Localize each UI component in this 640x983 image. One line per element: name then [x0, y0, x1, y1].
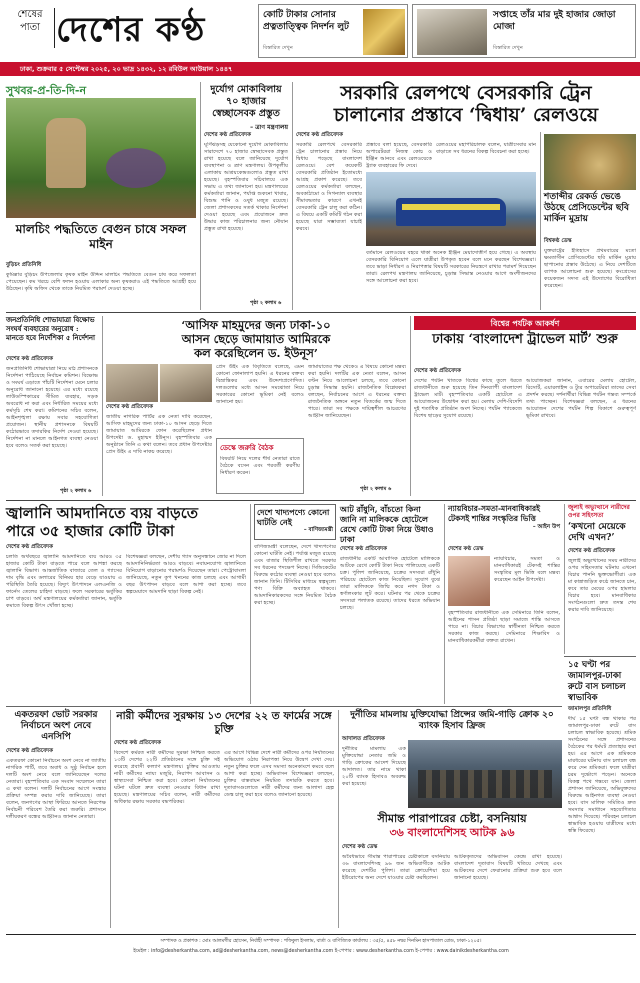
imprint-line-1: সম্পাদক ও প্রকাশক : মোঃ আলমগীর হোসেন, নির্বাহী সম্পাদক : শফিকুল ইসলাম, বার্তা ও বাণিজ্যিক কার্যালয় : ৩৫/৫, ৪৫৮ নম্বর দিনমিন হাসপাতাল রোড, ঢাকা-১২০৫।: [160, 939, 482, 944]
inset-box: ডেস্কে জরুরি বৈঠক বিষয়টি নিয়ে দলের শীর্ষ নেতারা রাতে বৈঠকে বসেন এবং পরবর্তী করণীয় নির্ধারণ করেন।: [216, 438, 304, 494]
corruption-body: দুর্নীতির মামলায় এক মুক্তিযোদ্ধা নেতার জমি ও গাড়ি ক্রোকের আদেশ দিয়েছে আদালত। তার নামে থাকা ২০টি ব্যাংক হিসাবও অবরুদ্ধ করা হয়েছে।: [342, 746, 406, 787]
train-photo: [366, 172, 536, 246]
tourism-body-col-2: আয়োজকরা জানান, এবারের মেলায় হোটেল, রিসোর্ট, এয়ারলাইন্স ও ট্যুর অপারেটররা তাদের সেবা প্রদর্শন করছে। দর্শনার্থীরা বিভিন্ন পর্যটন গন্তব্য সম্পর্কে তথ্য পাচ্ছেন। বিশেষজ্ঞরা বলছেন, এ ধরনের আয়োজন দেশের পর্যটন শিল্প বিকাশে গুরুত্বপূর্ণ ভূমিকা রাখবে।: [526, 378, 636, 419]
energy-byline: দেশের কণ্ঠ প্রতিবেদক: [6, 544, 53, 550]
disaster-source: – ত্রাণ মন্ত্রণালয়: [250, 124, 288, 131]
teaser-socks-link[interactable]: বিস্তারিত দেখুন: [493, 45, 523, 51]
women-workers-byline: দেশের কণ্ঠ প্রতিবেদক: [114, 740, 161, 746]
justice-headline: ন্যায়বিচার-সমতা-মানবাধিকারই টেকসই শান্তির সংস্কৃতির ভিত্তি: [448, 504, 541, 523]
tourism-body-col-1: দেশের পর্যটন খাতকে বিশ্বের কাছে তুলে ধরতে রাজধানীতে শুরু হয়েছে তিন দিনব্যাপী বাংলাদেশ ট্রাভেল মার্ট। বৃহস্পতিবার একটি হোটেলে এ আয়োজনের উদ্বোধন করা হয়। মেলায় দেশি-বিদেশি দুই শতাধিক প্রতিষ্ঠান অংশ নিচ্ছে। পর্যটন প্যাকেজে বিশেষ ছাড়ের সুযোগ রয়েছে।: [414, 378, 522, 419]
corruption-headline[interactable]: দুর্নীতির মামলায় মুক্তিযোদ্ধা প্রিন্সের জমি-গাড়ি ক্রোক ২০ ব্যাংক হিসাব ফ্রিজ: [350, 710, 554, 731]
quote-headline-line-3[interactable]: কল করেছিলেন ড. ইউনূস’: [194, 346, 318, 360]
disaster-continued[interactable]: পৃষ্ঠা ২ কলাম ৬: [250, 300, 282, 306]
quote-body-col-1: জাতীয় নাগরিক পার্টির এক নেতা দাবি করেছেন, আসিফ মাহমুদের জন্য ঢাকা-১০ আসন ছেড়ে দিতে জামায়াত আমিরকে ফোন করেছিলেন প্রধান উপদেষ্টা ড. মুহাম্মদ ইউনূস। বৃহস্পতিবার এক অনুষ্ঠানে তিনি এ কথা বলেন। তবে প্রধান উপদেষ্টার প্রেস উইং এ দাবি নাকচ করেছে।: [106, 414, 212, 455]
quote-body-col-3: জামায়াতের পক্ষ থেকেও এ বিষয়ে কোনো মন্তব্য করা হয়নি। দলটির এক নেতা বলেন, আসন বণ্টন নিয়ে আলোচনা চলছে, তবে কোনো চূড়ান্ত সিদ্ধান্ত হয়নি। রাজনৈতিক বিশ্লেষকরা বলছেন, নির্বাচনের আগে এ ধরনের বক্তব্য রাজনৈতিক অঙ্গনে নতুন বিতর্কের জন্ম দিতে পারে। তারা সব পক্ষকে দায়িত্বশীল আচরণের আহ্বান জানিয়েছেন।: [308, 364, 406, 419]
disaster-headline[interactable]: দুর্যোগ মোকাবিলায় ৭০ হাজার স্বেচ্ছাসেবক প্রস্তুত: [210, 84, 282, 119]
border-byline: দেশের কণ্ঠ ডেস্ক: [342, 844, 378, 850]
justice-body-col-1: ন্যায়বিচার, সমতা ও মানবাধিকারই টেকসই শান্তির সংস্কৃতির মূল ভিত্তি বলে মন্তব্য করেছেন আইন উপদেষ্টা।: [494, 556, 560, 583]
justice-source: – আইন উপ: [532, 524, 560, 530]
teaser-socks-title: সপ্তাহে তাঁর মার দুই হাজার জোড়া মোজা: [493, 10, 616, 32]
rally-body: জনপ্রতিনিধি শোভাযাত্রা নিয়ে মাঠ প্রশাসনকে নির্দেশনা পাঠিয়েছে নির্বাচন কমিশন। বিক্ষোভ ও সংঘর্ষ এড়াতে পাঁচটি নির্দেশনা মেনে চলার অনুরোধ জানানো হয়েছে। এর মধ্যে রয়েছে লাউডস্পিকারের সীমিত ব্যবহার, সড়ক অবরোধ না করা এবং নির্ধারিত সময়ের মধ্যে কর্মসূচি শেষ করা। কমিশনের সচিব বলেন, আইনশৃঙ্খলা রক্ষায় সবার সহযোগিতা প্রয়োজন। স্থানীয় প্রশাসনকে বিষয়টি কঠোরভাবে তদারকির নির্দেশ দেওয়া হয়েছে। নির্দেশনা না মানলে আইনগত ব্যবস্থা নেওয়া হবে বলেও সতর্ক করা হয়েছে।: [6, 366, 98, 449]
corruption-byline: আদালত প্রতিবেদক: [342, 736, 385, 742]
law-adviser-photo: [448, 556, 490, 606]
women-violence-body: জুলাই অভ্যুত্থানের সময় নারীদের ওপর সহিংসতার ঘটনায় এখনো বিচার পাননি ভুক্তভোগীরা। এক মা কান্নাজড়িত কণ্ঠে জানতে চান, কবে তার মেয়ের ওপর হামলার বিচার হবে। মানবাধিকার সংগঠনগুলো দ্রুত তদন্ত শেষ করার দাবি জানিয়েছে।: [568, 558, 636, 613]
women-violence-headline[interactable]: ‘কখনো মেয়েকে দেখি এখন?’: [568, 522, 626, 543]
hotel-headline: আট রাঁধুনি, বাঁচতো কিনা জানি না মালিককে হোটেলে রেখে কোটি টাকা নিয়ে উধাও ঢাকা: [340, 504, 434, 544]
election-body: একতরফা কোনো নির্বাচনে অংশ নেবে না জাতীয় নাগরিক পার্টি, তবে অবাধ ও সুষ্ঠু নির্বাচন হলে দলটি অংশ নেবে বলে জানিয়েছেন দলের নেতারা। বৃহস্পতিবার এক সংবাদ সম্মেলনে তারা এ কথা বলেন। দলটি নির্বাচনের আগে সংস্কার প্রক্রিয়া সম্পন্ন করার দাবি জানিয়েছে। তারা বলেন, জনগণের আস্থা ফিরিয়ে আনতে নিরপেক্ষ নির্বাচনী পরিবেশ তৈরি করা জরুরি। প্রশাসনে দলীয়করণ বন্ধের আহ্বানও জানান নেতারা।: [6, 758, 106, 820]
dollar-body: যুক্তরাষ্ট্রের ইতিহাসে প্রথমবারের মতো ক্ষমতাসীন প্রেসিডেন্টের ছবি মার্কিন মুদ্রায় ছাপানোর প্রস্তাব উঠেছে। এ নিয়ে দেশটিতে ব্যাপক আলোচনা শুরু হয়েছে। কংগ্রেসের কয়েকজন সদস্য এই উদ্যোগের বিরোধিতা করেছেন।: [544, 248, 636, 289]
quote-headline-line-2[interactable]: আসন ছেড়ে জামায়াত আমিরকে: [181, 332, 331, 346]
border-headline-line-2[interactable]: ৩৬ বাংলাদেশিসহ আটক ৯৬: [389, 826, 515, 839]
lead-body-col-3: রেলওয়ের মহাপরিচালক বলেন, যাত্রীসেবার মান বাড়াতে সব ধরনের বিকল্প বিবেচনা করা হচ্ছে।: [436, 142, 536, 155]
rally-guideline-headline[interactable]: জনপ্রতিনিধি শোভাযাত্রা বিক্ষোভ সংঘর্ষ ব্যবহারের অনুরোধ : মানতে হবে নির্দেশিকা ৫ নির্দেশনা: [6, 316, 95, 342]
lead-body-lower: বর্তমানে রেলওয়ের বহরে থাকা অনেক ইঞ্জিন মেয়াদোত্তীর্ণ হয়ে গেছে। এ অবস্থায় বেসরকারি বিনিয়োগ এলে যাত্রীরা উপকৃত হবেন বলে মনে করছেন বিশেষজ্ঞরা। তবে ভাড়া নির্ধারণ ও নিরাপত্তার বিষয়টি সরকারের নিয়ন্ত্রণে রাখার পরামর্শ দিয়েছেন তারা। রেলপথ মন্ত্রণালয় জানিয়েছে, চূড়ান্ত সিদ্ধান্ত নেওয়ার আগে অংশীজনদের সঙ্গে আলোচনা করা হবে।: [366, 250, 536, 284]
tourism-banner: বিশ্বের পর্যটক আকর্ষণ: [414, 316, 636, 330]
teaser-box-socks[interactable]: [412, 4, 636, 58]
energy-headline-line-1[interactable]: জ্বালানি আমদানিতে ব্যয় বাড়তে: [6, 504, 199, 522]
gold-artifact-photo: [363, 9, 405, 55]
feature-byline: বুড়িচং প্রতিনিধি: [6, 262, 42, 268]
lead-body-col-1: সরকারি রেলপথে বেসরকারি ট্রেন চালানোর প্রস্তাব নিয়ে দ্বিধায় পড়েছে বাংলাদেশ রেলওয়ে। বেশ কয়েকটি বেসরকারি প্রতিষ্ঠান ইতোমধ্যে আগ্রহ প্রকাশ করেছে। তবে রেলওয়ের কর্মকর্তারা বলছেন, অবকাঠামো ও সিগন্যাল ব্যবস্থার সীমাবদ্ধতার কারণে এখনই বেসরকারি ট্রেন চালু করা কঠিন। এ বিষয়ে একটি কমিটি গঠন করা হয়েছে যারা সম্ভাব্যতা যাচাই করবে।: [296, 142, 362, 232]
socks-shop-photo: [417, 9, 487, 55]
election-headline[interactable]: একতরফা ভোট সরকার নির্বাচনে অংশ নেবে এনসিপি: [14, 710, 98, 742]
border-headline-line-1[interactable]: সীমান্ত পারাপারের চেষ্টা, বসনিয়ায়: [377, 812, 527, 825]
justice-byline: দেশের কণ্ঠ ডেস্ক: [448, 546, 484, 552]
dollar-byline: বিশ্বকণ্ঠ ডেস্ক: [544, 238, 572, 244]
justice-headline-box[interactable]: [448, 504, 560, 544]
feature-banner: সুখবর-প্র-তি-দি-ন: [6, 84, 87, 97]
disaster-body: ঘূর্ণিঝড়সহ যেকোনো দুর্যোগ মোকাবিলায় সারাদেশে ৭০ হাজার স্বেচ্ছাসেবক প্রস্তুত রাখা হয়েছে বলে জানিয়েছে দুর্যোগ ব্যবস্থাপনা ও ত্রাণ মন্ত্রণালয়। উপকূলীয় এলাকায় আশ্রয়কেন্দ্রগুলোও প্রস্তুত রাখা হয়েছে। বৃহস্পতিবার সচিবালয়ে এক সভায় এ তথ্য জানানো হয়। মন্ত্রণালয়ের কর্মকর্তারা জানান, পর্যাপ্ত শুকনো খাবার, বিশুদ্ধ পানি ও ওষুধ মজুত রয়েছে। জেলা প্রশাসকদের সতর্ক থাকার নির্দেশনা দেওয়া হয়েছে এবং প্রয়োজনে দ্রুত উদ্ধার কাজ পরিচালনার জন্য নৌযান প্রস্তুত রাখা হয়েছে।: [204, 142, 288, 232]
quote-headline-line-1[interactable]: ‘আসিফ মাহমুদের জন্য ঢাকা-১০: [181, 318, 331, 332]
feature-body: কুমিল্লার বুড়িচং উপজেলার কৃষক মাইন উদ্দিন মালচিং পদ্ধতিতে বেগুন চাষ করে সফলতা পেয়েছেন। কম খরচে বেশি ফলন হওয়ায় এলাকার অন্য কৃষকরাও এই পদ্ধতিতে আগ্রহী হয়ে উঠছেন। কৃষি অফিস থেকে তাকে নিয়মিত পরামর্শ দেওয়া হচ্ছে।: [6, 272, 196, 292]
food-supply-source: – বাণিজ্যমন্ত্রী: [303, 527, 333, 533]
women-workers-body-col-2: এর আগে বিভিন্ন দেশে নারী কর্মীদের ওপর নির্যাতনের অভিযোগ ওঠায় নিরাপত্তা নিয়ে উদ্বেগ দেখা দেয়। নতুন চুক্তির ফলে এসব সমস্যা অনেকাংশে কমবে বলে আশা করা হচ্ছে। অভিবাসন বিশেষজ্ঞরা বলছেন, চুক্তির বাস্তবায়ন নিয়মিত তদারকি করতে হবে। দূতাবাসগুলোতে নারী কর্মীদের জন্য আলাদা হেল্প ডেস্ক চালু করা হবে বলেও জানানো হয়েছে।: [224, 750, 334, 798]
food-supply-headline: দেশে খাদ্যপণ্যে কোনো ঘাটতি নেই: [257, 507, 330, 527]
food-supply-body: বাণিজ্যমন্ত্রী বলেছেন, দেশে খাদ্যপণ্যের কোনো ঘাটতি নেই। পর্যাপ্ত মজুত রয়েছে এবং বাজার স্থিতিশীল রাখতে সরকার সব ধরনের পদক্ষেপ নিচ্ছে। সিন্ডিকেটের বিরুদ্ধে কঠোর ব্যবস্থা নেওয়া হবে বলেও জানান তিনি। টিসিবির মাধ্যমে স্বল্পমূল্যে পণ্য বিক্রি অব্যাহত থাকবে। আমদানিকারকদের সঙ্গে নিয়মিত বৈঠক করা হচ্ছে।: [254, 544, 336, 606]
dollar-bill-photo: [544, 134, 636, 190]
teaser-gold-link[interactable]: বিস্তারিত দেখুন: [263, 45, 293, 51]
tourism-byline: দেশের কণ্ঠ প্রতিবেদক: [414, 368, 461, 374]
hotel-headline-box[interactable]: [340, 504, 440, 544]
tourism-headline[interactable]: ঢাকায় ‘বাংলাদেশ ট্রাভেল মার্ট’ শুরু: [432, 332, 618, 347]
lead-headline-line-2[interactable]: চালানোর প্রস্তাবে ‘দ্বিধায়’ রেলওয়ে: [333, 104, 599, 126]
portrait-photo-left: [106, 364, 158, 402]
border-body-col-2: আটককৃতদের অভিবাসন কেন্দ্রে রাখা হয়েছে। বাংলাদেশ দূতাবাস বিষয়টি খতিয়ে দেখছে এবং আটকদের দেশে ফেরানোর প্রক্রিয়া শুরু হবে বলে জানানো হয়েছে।: [454, 854, 562, 881]
disaster-byline: দেশের কণ্ঠ প্রতিবেদক: [204, 132, 251, 138]
teaser-gold-title: কোটি টাকার সোনার প্রত্নতাত্ত্বিক নিদর্শন লুট: [263, 10, 349, 32]
highway-headline[interactable]: ১৫ ঘণ্টা পর জামালপুর-ঢাকা রুটে বাস চলাচল স্বাভাবিক: [568, 660, 626, 703]
hotel-body: রাজধানীর একটি আবাসিক হোটেলে মালিককে আটকে রেখে কোটি টাকা নিয়ে পালিয়েছে একটি চক্র। পুলিশ জানিয়েছে, চক্রের সদস্যরা রাঁধুনি পরিচয়ে হোটেলে কাজ নিয়েছিল। সুযোগ বুঝে তারা মালিককে জিম্মি করে নগদ টাকা ও স্বর্ণালংকার লুট করে। ঘটনার পর থেকে চক্রের সদস্যরা পলাতক রয়েছে। তাদের ধরতে অভিযান চলছে।: [340, 556, 440, 611]
women-violence-byline: দেশের কণ্ঠ প্রতিবেদক: [568, 548, 615, 554]
women-violence-kicker: জুলাই অভ্যুত্থানে নারীদের ওপর সহিংসতা: [568, 504, 630, 519]
lead-body-col-2: প্রস্তাবে বলা হয়েছে, বেসরকারি অপারেটররা নিজস্ব কোচ ও ইঞ্জিন আনবে এবং রেলওয়েকে ট্র্যাক ব্যবহারের ফি দেবে।: [366, 142, 432, 169]
quote-body-col-2: প্রেস উইং এক বিবৃতিতে বলেছে, এমন কোনো ফোনালাপ হয়নি। এ ধরনের বক্তব্য বিভ্রান্তিকর এবং উদ্দেশ্যপ্রণোদিত। দলগুলোর মধ্যে আসন সমঝোতা নিয়ে সরকারের কোনো ভূমিকা নেই বলেও জানানো হয়।: [216, 364, 304, 405]
women-workers-body-col-1: বিদেশে কর্মরত নারী কর্মীদের সুরক্ষা নিশ্চিত করতে ১৩টি দেশের ২২টি প্রতিষ্ঠানের সঙ্গে চুক্তি সই করেছে প্রবাসী কল্যাণ মন্ত্রণালয়। চুক্তির আওতায় নারী কর্মীদের ন্যায্য মজুরি, নিরাপদ আবাসন ও স্বাস্থ্যসেবা নিশ্চিত করা হবে। কোনো নির্যাতনের ঘটনা ঘটলে দ্রুত ব্যবস্থা নেওয়ার বিধান রাখা হয়েছে। মন্ত্রণালয়ের সচিব বলেন, নারী কর্মীদের অধিকার রক্ষায় সরকার বদ্ধপরিকর।: [114, 750, 220, 805]
imprint-line-2[interactable]: ইমেইল : info@desherkantha.com, ad@desherkantha.com, news@desherkantha.com ই-পেপার : www.desherkantha.com ই-পেপার : www.dainikdesherkantha.com: [133, 949, 509, 954]
newspaper-logo[interactable]: দেশের কণ্ঠ: [56, 10, 206, 50]
dollar-headline[interactable]: শতাব্দীর রেকর্ড ভেঙে উঠছে প্রেসিডেন্টের ছবি মার্কিন মুদ্রায়: [544, 192, 629, 224]
hotel-byline: দেশের কণ্ঠ প্রতিবেদক: [340, 546, 387, 552]
justice-body-col-2: বৃহস্পতিবার রাজধানীতে এক সেমিনারে তিনি বলেন, আইনের শাসন প্রতিষ্ঠা ছাড়া সমাজে শান্তি আসতে পারে না। বিচার বিভাগের স্বাধীনতা নিশ্চিত করতে সরকার কাজ করছে। সেমিনারে শিক্ষাবিদ ও মানবাধিকারকর্মীরা বক্তব্য রাখেন।: [448, 610, 560, 644]
lead-byline: দেশের কণ্ঠ প্রতিবেদক: [296, 132, 343, 138]
highway-body: দীর্ঘ ১৫ ঘণ্টা বন্ধ থাকার পর জামালপুর-ঢাকা রুটে বাস চলাচল স্বাভাবিক হয়েছে। শ্রমিক সংগঠনের সঙ্গে প্রশাসনের বৈঠকের পর ধর্মঘট প্রত্যাহার করা হয়। এর আগে এক শ্রমিককে মারধরের ঘটনায় বাস চলাচল বন্ধ করে দেন শ্রমিকরা। ফলে যাত্রীরা চরম দুর্ভোগে পড়েন। অনেকে বিকল্প পথে গন্তব্যে যান। জেলা প্রশাসন জানিয়েছে, অভিযুক্তদের বিরুদ্ধে আইনগত ব্যবস্থা নেওয়া হবে। বাস মালিক সমিতিও দ্রুত সমস্যার সমাধানে সহযোগিতার আশ্বাস দিয়েছে। পরিবহন চলাচল স্বাভাবিক হওয়ায় যাত্রীদের মধ্যে স্বস্তি ফিরেছে।: [568, 716, 636, 834]
dateline-bar: ঢাকা, শুক্রবার ৫ সেপ্টেম্বর ২০২৫, ২০ ভাদ্র ১৪৩২, ১২ রবিউল আউয়াল ১৪৪৭: [0, 62, 640, 76]
energy-headline-line-2[interactable]: পারে ৩৫ হাজার কোটি টাকা: [6, 522, 175, 540]
back-page-label: শেষের পাতা: [17, 9, 43, 33]
portrait-photo-right: [160, 364, 212, 402]
energy-body-col-2: বিশেষজ্ঞরা বলছেন, দেশীয় গ্যাস অনুসন্ধানে জোর না দিলে আমদানিনির্ভরতা আরও বাড়বে। নবায়নযোগ্য জ্বালানিতে বিনিয়োগ বাড়ানোর পরামর্শও দিয়েছেন তারা। পেট্রোবাংলা জানিয়েছে, নতুন কূপ খননের কাজ চলছে এবং আগামী বছর উৎপাদন বাড়বে বলে আশা করা হচ্ছে। তবে স্বল্পমেয়াদে আমদানি ছাড়া বিকল্প নেই।: [126, 554, 246, 595]
food-supply-box[interactable]: [254, 504, 336, 540]
rally-byline: দেশের কণ্ঠ প্রতিবেদক: [6, 356, 53, 362]
women-workers-headline[interactable]: নারী কর্মীদের সুরক্ষায় ১৩ দেশের ২২ ত ফার্মের সঙ্গে চুক্তি: [116, 710, 332, 735]
highway-byline: জামালপুর প্রতিনিধি: [568, 706, 612, 712]
lead-headline-line-1[interactable]: সরকারি রেলপথে বেসরকারি ট্রেন: [340, 82, 592, 104]
teaser-box-gold[interactable]: [258, 4, 408, 58]
rally-continued[interactable]: পৃষ্ঠা ২ কলাম ৬: [60, 488, 92, 494]
border-body-col-1: অবৈধভাবে সীমান্ত পারাপারের চেষ্টাকালে বসনিয়ায় ৩৬ বাংলাদেশিসহ ৯৬ জন অভিবাসীকে আটক করেছে দেশটির পুলিশ। তারা ক্রোয়েশিয়া হয়ে ইউরোপের অন্য দেশে যাওয়ার চেষ্টা করছিলেন।: [342, 854, 450, 881]
quote-byline: দেশের কণ্ঠ প্রতিবেদক: [106, 404, 153, 410]
election-byline: দেশের কণ্ঠ প্রতিবেদক: [6, 748, 53, 754]
farmer-field-photo: [6, 98, 196, 218]
energy-body-col-1: চলতি অর্থবছরে জ্বালানি আমদানিতে ব্যয় আরও ৩৫ হাজার কোটি টাকা বাড়তে পারে বলে আশঙ্কা করছে জ্বালানি বিভাগ। আন্তর্জাতিক বাজারে তেল ও গ্যাসের দাম বৃদ্ধি এবং ডলারের বিনিময় হার বেড়ে যাওয়ায় এ পরিস্থিতি তৈরি হয়েছে। বিদ্যুৎ উৎপাদনে এলএনজি ও ফার্নেস তেলের চাহিদা বাড়ছে। ফলে সরকারের ভর্তুকির চাপ বাড়বে। অর্থ মন্ত্রণালয়ের কর্মকর্তারা জানান, ভর্তুকি কমাতে বিকল্প উৎস খোঁজা হচ্ছে।: [6, 554, 122, 609]
feature-headline[interactable]: মালচিং পদ্ধতিতে বেগুন চাষে সফল মাইন: [15, 222, 187, 251]
border-migrants-photo: [408, 740, 562, 808]
inset-label: ডেস্কে জরুরি বৈঠক: [220, 443, 274, 452]
quote-continued[interactable]: পৃষ্ঠা ২ কলাম ৬: [360, 486, 392, 492]
